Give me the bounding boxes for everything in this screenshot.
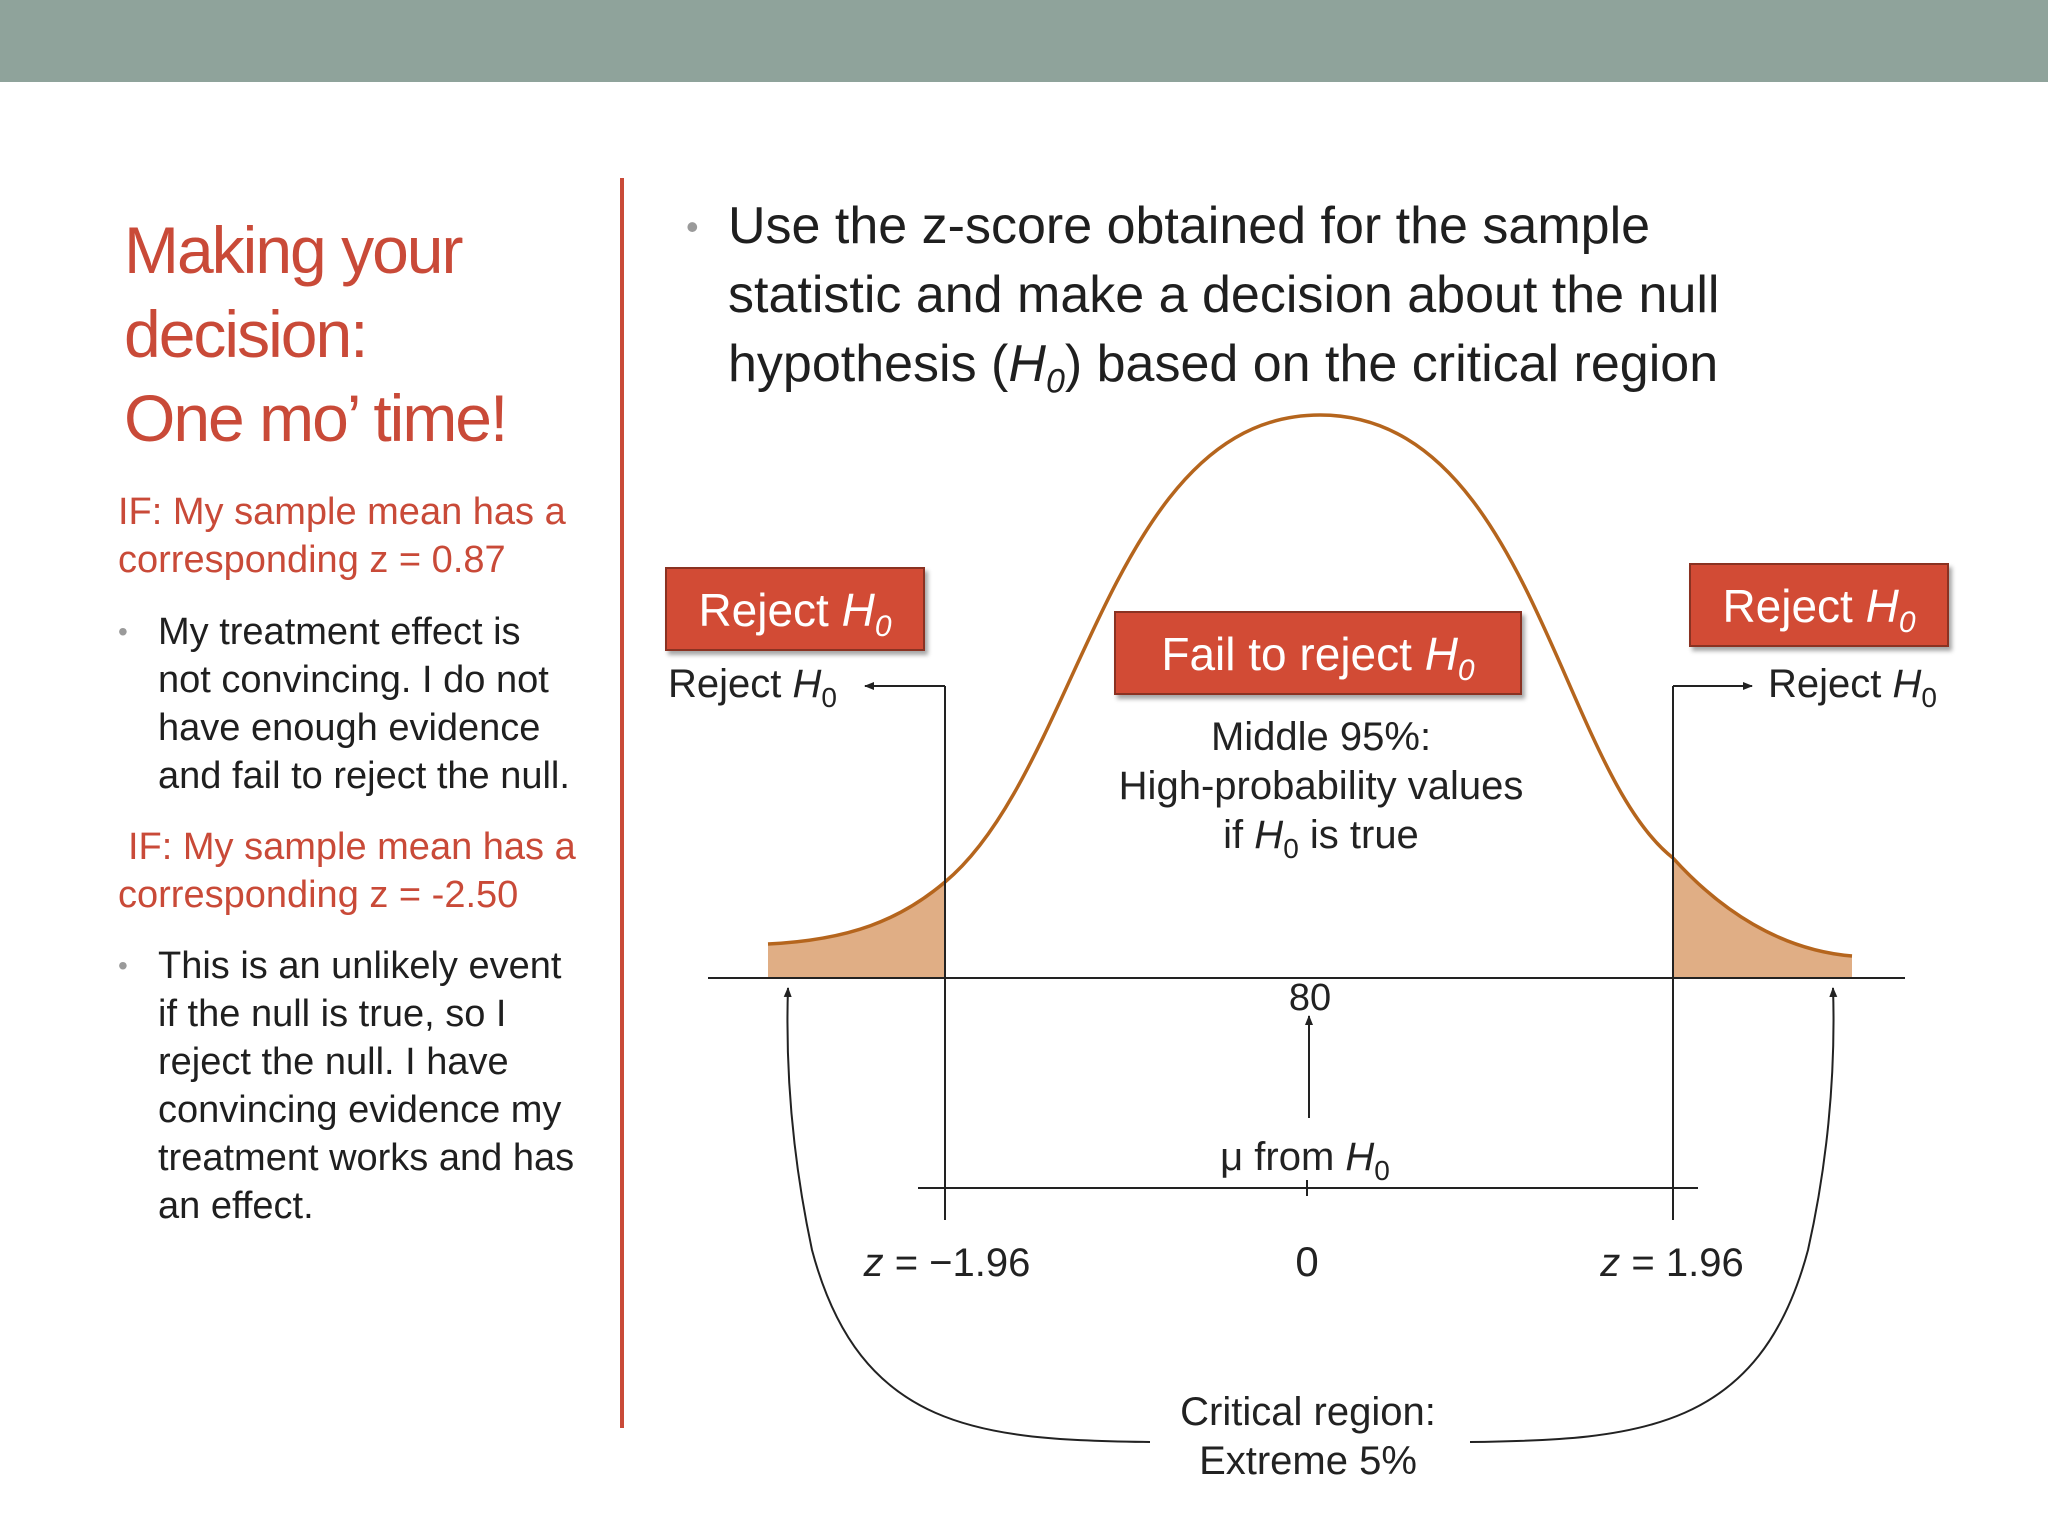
bullet-dot: • [118, 950, 128, 981]
z-left-label: z = −1.96 [863, 1241, 1031, 1285]
right-critical-arc [1470, 988, 1834, 1442]
middle-region-label: High-probability values [1118, 764, 1524, 808]
bullet-line: This is an unlikely event [158, 945, 562, 987]
slide-title-line: One mo’ time! [124, 381, 507, 455]
bullet-line: an effect. [158, 1185, 314, 1227]
condition-line: IF: My sample mean has a [128, 826, 576, 868]
bullet-line: not convincing. I do not [158, 659, 549, 701]
condition-line: IF: My sample mean has a [118, 491, 566, 533]
bullet-line: have enough evidence [158, 707, 541, 749]
middle-region-label: Middle 95%: [1210, 715, 1432, 759]
left-critical-arc [787, 988, 1150, 1442]
headline-line: hypothesis $(H_0)$ based on the critical region [728, 335, 1719, 401]
reject-box-right-label: Reject $H_0$ [1722, 580, 1916, 639]
condition-line: corresponding z = 0.87 [118, 539, 506, 581]
bullet-line: and fail to reject the null. [158, 755, 570, 797]
bullet-dot: • [686, 206, 699, 247]
slide-title-line: Making your [124, 213, 462, 287]
mu-label: μ from $H_0$ [1220, 1135, 1390, 1186]
middle-region-label: if $H_0$ is true [1223, 813, 1419, 864]
bullet-line: convincing evidence my [158, 1089, 562, 1131]
bullet-line: My treatment effect is [158, 611, 521, 653]
headline-line: Use the z-score obtained for the sample [728, 197, 1651, 255]
critical-region-label: Critical region: [1180, 1390, 1436, 1434]
fail-to-reject-box-label: Fail to reject $H_0$ [1161, 628, 1475, 687]
condition-line: corresponding z = -2.50 [118, 874, 519, 916]
headline-line: statistic and make a decision about the null [728, 266, 1720, 324]
bullet-dot: • [118, 616, 128, 647]
reject-box-left-label: Reject $H_0$ [698, 584, 892, 643]
slide-title-line: decision: [124, 297, 367, 371]
bullet-line: treatment works and has [158, 1137, 575, 1179]
z-center-label: 0 [1295, 1238, 1319, 1285]
z-right-label: z = 1.96 [1600, 1241, 1744, 1285]
mean-value-label: 80 [1288, 977, 1332, 1019]
reject-label-right: Reject $H_0$ [1768, 662, 1937, 713]
bullet-line: reject the null. I have [158, 1041, 509, 1083]
bullet-line: if the null is true, so I [158, 993, 507, 1035]
reject-label-left: Reject $H_0$ [668, 662, 837, 713]
right-critical-tail [1673, 858, 1852, 978]
critical-region-label: Extreme 5% [1199, 1439, 1417, 1483]
